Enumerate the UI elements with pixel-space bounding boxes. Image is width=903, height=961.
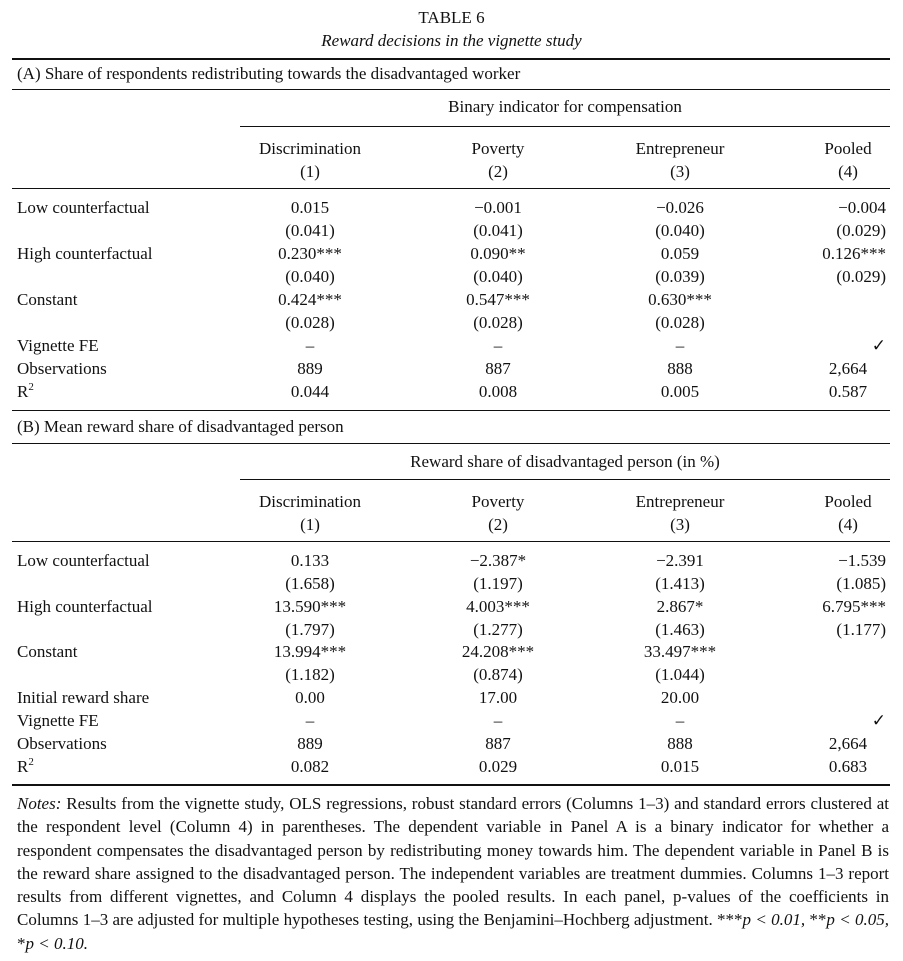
se-cell: (1.182): [285, 665, 335, 684]
coef-cell: 0.059: [660, 244, 700, 263]
table-number: TABLE 6: [418, 8, 485, 27]
se-cell: (0.040): [473, 267, 523, 286]
sig-text: p < 0.10.: [25, 933, 88, 953]
sig-text: p < 0.01,: [742, 910, 810, 930]
se-cell: (0.040): [655, 221, 705, 240]
col-name: Discrimination: [259, 139, 361, 158]
col-num: (2): [488, 515, 508, 534]
col-num: (1): [300, 515, 320, 534]
se-cell: (1.177): [836, 620, 886, 639]
coef-cell: 6.795***: [822, 597, 886, 616]
row-label: Initial reward share: [17, 688, 150, 707]
row-label: Observations: [17, 359, 107, 378]
col-num: (1): [300, 162, 320, 181]
coef-cell: −2.391: [656, 551, 704, 570]
coef-cell: −0.026: [656, 198, 704, 217]
coef-cell: 33.497***: [643, 642, 717, 661]
table-caption: Reward decisions in the vignette study: [321, 31, 582, 50]
coef-cell: 24.208***: [461, 642, 535, 661]
col-name: Entrepreneur: [635, 492, 725, 511]
panel-a-col-rule: [12, 188, 890, 189]
se-cell: (0.029): [836, 221, 886, 240]
r2-cell: 0.044: [290, 382, 330, 401]
panel-a-header-rule: [240, 126, 890, 127]
coef-cell: 0.090**: [470, 244, 526, 263]
se-cell: (0.028): [285, 313, 335, 332]
coef-cell: −1.539: [838, 551, 886, 570]
panel-b-top-rule: [12, 410, 890, 411]
se-cell: (0.028): [655, 313, 705, 332]
row-label: Observations: [17, 734, 107, 753]
top-rule: [12, 58, 890, 60]
row-label: Vignette FE: [17, 336, 99, 355]
col-name: Poverty: [471, 139, 525, 158]
initial-share-cell: 0.00: [295, 688, 325, 707]
panel-b-col-rule: [12, 541, 890, 542]
r2-cell: 0.008: [478, 382, 518, 401]
sig-text: p < 0.05,: [826, 910, 889, 930]
notes-label: Notes:: [17, 794, 62, 813]
col-num: (3): [670, 515, 690, 534]
row-label: Vignette FE: [17, 711, 99, 730]
r2-cell: 0.005: [660, 382, 700, 401]
col-name: Discrimination: [259, 492, 361, 511]
se-cell: (1.197): [473, 574, 523, 593]
col-num: (2): [488, 162, 508, 181]
row-label: $R^2$: [17, 381, 34, 401]
panel-a-rule: [12, 89, 890, 90]
notes-text: Results from the vignette study, OLS regressions, robust standard errors (Columns 1–3) and standard errors clustered at the respondent level (Column 4) in parentheses. The dependent variable in Panel A is a binary indicator for whether a respondent compensates the disadvantaged person by redistributing money towards him. The dependent variable in Panel B is the reward share assigned to the disadvantaged person. The independent variables are treatment dummies. Columns 1–3 report results from different vignettes, and Column 4 displays the pooled results. In each panel, p-values of the coefficients in Columns 1–3 are adjusted for multiple hypotheses testing, using the Benjamini–Hochberg adjustment.: [17, 794, 889, 930]
se-cell: (0.028): [473, 313, 523, 332]
panel-b-header: Reward share of disadvantaged person (in %): [410, 452, 720, 471]
r2-cell: 0.029: [478, 757, 518, 776]
se-cell: (1.044): [655, 665, 705, 684]
obs-cell: 2,664: [828, 734, 868, 753]
se-cell: (1.413): [655, 574, 705, 593]
row-label: Constant: [17, 642, 78, 661]
row-label: High counterfactual: [17, 597, 153, 616]
table-notes: [17, 792, 889, 955]
se-cell: (0.874): [473, 665, 523, 684]
se-cell: (1.797): [285, 620, 335, 639]
coef-cell: 0.630***: [648, 290, 712, 309]
fe-cell: –: [305, 336, 315, 355]
panel-b-header-rule: [240, 479, 890, 480]
obs-cell: 889: [297, 359, 323, 378]
col-num: (4): [838, 515, 858, 534]
coef-cell: 0.547***: [466, 290, 530, 309]
obs-cell: 2,664: [828, 359, 868, 378]
row-label: High counterfactual: [17, 244, 153, 263]
check-mark: ✓: [871, 336, 886, 355]
col-name: Entrepreneur: [635, 139, 725, 158]
fe-cell: –: [493, 336, 503, 355]
panel-b-title: (B) Mean reward share of disadvantaged person: [17, 417, 344, 436]
obs-cell: 888: [667, 734, 693, 753]
row-label: Constant: [17, 290, 78, 309]
col-name: Pooled: [824, 492, 872, 511]
se-cell: (0.041): [473, 221, 523, 240]
panel-a-title: (A) Share of respondents redistributing towards the disadvantaged worker: [17, 64, 521, 83]
obs-cell: 889: [297, 734, 323, 753]
row-label: Low counterfactual: [17, 551, 150, 570]
se-cell: (1.085): [836, 574, 886, 593]
coef-cell: 4.003***: [466, 597, 530, 616]
check-mark: ✓: [871, 711, 886, 730]
coef-cell: 0.126***: [822, 244, 886, 263]
col-name: Poverty: [471, 492, 525, 511]
row-label: $R^2$: [17, 756, 34, 776]
fe-cell: –: [675, 336, 685, 355]
obs-cell: 887: [485, 734, 511, 753]
coef-cell: −0.001: [474, 198, 522, 217]
bottom-rule: [12, 784, 890, 786]
sig-stars: ***: [717, 910, 743, 930]
initial-share-cell: 17.00: [478, 688, 518, 707]
se-cell: (0.040): [285, 267, 335, 286]
se-cell: (0.041): [285, 221, 335, 240]
fe-cell: –: [493, 711, 503, 730]
coef-cell: 0.424***: [278, 290, 342, 309]
r2-cell: 0.587: [828, 382, 868, 401]
col-num: (3): [670, 162, 690, 181]
panel-b-rule: [12, 443, 890, 444]
coef-cell: 0.230***: [278, 244, 342, 263]
coef-cell: 13.994***: [273, 642, 347, 661]
col-name: Pooled: [824, 139, 872, 158]
se-cell: (0.039): [655, 267, 705, 286]
panel-a-header: Binary indicator for compensation: [448, 97, 682, 116]
r2-cell: 0.015: [660, 757, 700, 776]
coef-cell: 0.133: [290, 551, 330, 570]
se-cell: (1.277): [473, 620, 523, 639]
sig-stars: **: [809, 910, 827, 930]
row-label: Low counterfactual: [17, 198, 150, 217]
obs-cell: 888: [667, 359, 693, 378]
coef-cell: −2.387*: [469, 551, 527, 570]
coef-cell: −0.004: [838, 198, 886, 217]
r2-cell: 0.082: [290, 757, 330, 776]
initial-share-cell: 20.00: [660, 688, 700, 707]
se-cell: (1.463): [655, 620, 705, 639]
se-cell: (0.029): [836, 267, 886, 286]
coef-cell: 13.590***: [273, 597, 347, 616]
se-cell: (1.658): [285, 574, 335, 593]
fe-cell: –: [305, 711, 315, 730]
fe-cell: –: [675, 711, 685, 730]
coef-cell: 2.867*: [656, 597, 704, 616]
col-num: (4): [838, 162, 858, 181]
r2-cell: 0.683: [828, 757, 868, 776]
obs-cell: 887: [485, 359, 511, 378]
sig-stars: *: [17, 933, 26, 953]
coef-cell: 0.015: [290, 198, 330, 217]
